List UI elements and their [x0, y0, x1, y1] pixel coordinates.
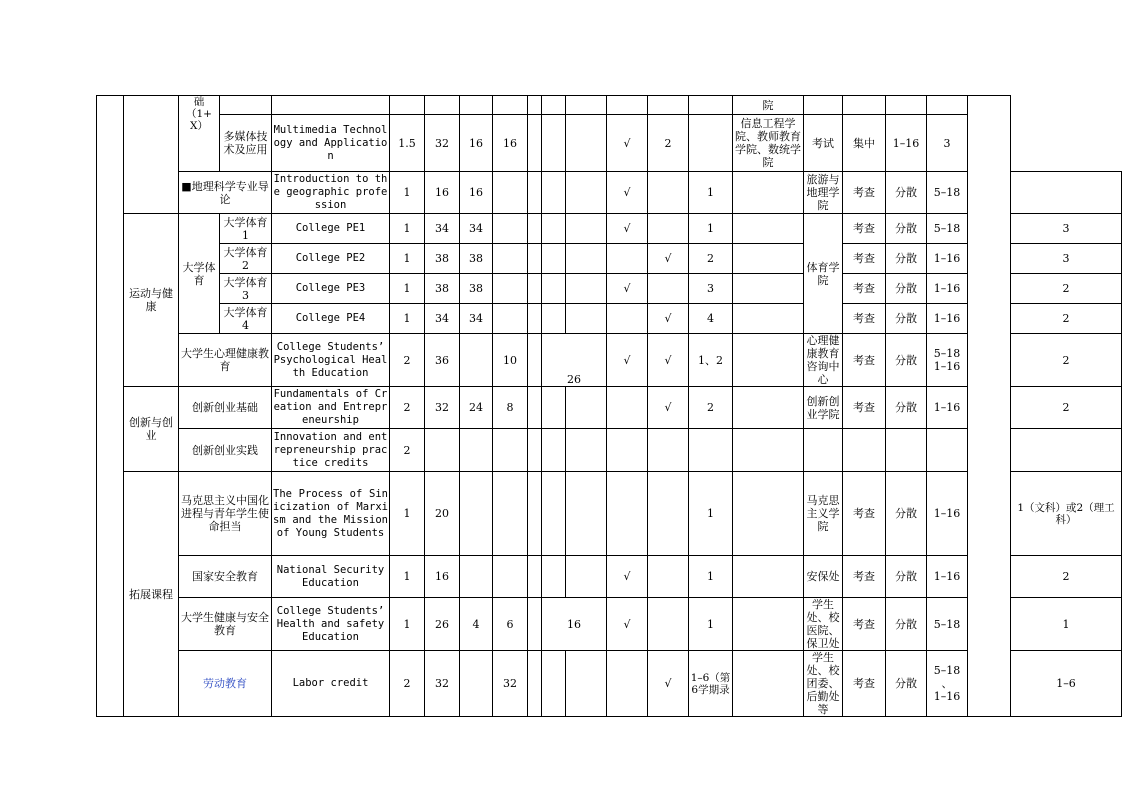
term-cell: 3	[689, 274, 733, 304]
course-name-cell: 大学体育 4	[220, 304, 272, 334]
term-cell: 1	[689, 172, 733, 214]
english-name-cell: College PE1	[272, 214, 390, 244]
term-cell: 1、2	[689, 334, 733, 387]
lecture-hours-cell: 38	[460, 244, 493, 274]
dept-cell: 安保处	[804, 556, 843, 598]
course-group-cell: 大学体育	[179, 214, 220, 334]
term-cell: 1	[689, 598, 733, 651]
assess-cell: 考查	[843, 472, 886, 556]
mode-cell: 分散	[886, 556, 927, 598]
course-name-cell: 大学体育 1	[220, 214, 272, 244]
table-row	[97, 96, 1122, 115]
check-cell: √	[607, 598, 648, 651]
credits-cell: 2	[390, 334, 425, 387]
weeks-cell: 1–16	[927, 274, 968, 304]
english-name-cell: Innovation and entrepreneurship practice credits	[272, 429, 390, 472]
mode-cell: 分散	[886, 651, 927, 717]
practice-hours-cell: 8	[493, 387, 528, 429]
credits-cell: 1	[390, 172, 425, 214]
check-cell: √	[648, 334, 689, 387]
credits-cell: 1	[390, 598, 425, 651]
weekly-hours-cell: 2	[1011, 334, 1122, 387]
mode-cell: 分散	[886, 304, 927, 334]
mode-cell: 分散	[886, 472, 927, 556]
course-group-cell: 础 （1+ X）	[179, 96, 220, 172]
dept-cell: 院	[733, 96, 804, 115]
english-name-cell: Labor credit	[272, 651, 390, 717]
weeks-cell: 1–16	[886, 115, 927, 172]
hours-cell: 20	[425, 472, 460, 556]
weeks-cell: 5–18 1–16	[927, 334, 968, 387]
weeks-cell: 5–18	[927, 172, 968, 214]
category-cell: 运动与健康	[124, 214, 179, 387]
lecture-hours-cell: 16	[460, 115, 493, 172]
term-cell: 1	[689, 214, 733, 244]
check-cell: √	[648, 651, 689, 717]
lecture-hours-cell: 4	[460, 598, 493, 651]
term-cell: 1	[689, 556, 733, 598]
check-cell: √	[607, 556, 648, 598]
course-name-cell: 国家安全教育	[179, 556, 272, 598]
hours-cell: 32	[425, 651, 460, 717]
check-cell	[648, 274, 689, 304]
dept-cell: 学生处、校医院、保卫处	[804, 598, 843, 651]
hours-cell: 32	[425, 387, 460, 429]
mode-cell: 集中	[843, 115, 886, 172]
check-cell: √	[607, 274, 648, 304]
credits-cell: 1	[390, 244, 425, 274]
course-name-cell: 大学生心理健康教育	[179, 334, 272, 387]
english-name-cell: College Students’ Health and safety Education	[272, 598, 390, 651]
assess-cell: 考查	[843, 556, 886, 598]
credits-cell: 2	[390, 651, 425, 717]
check-cell: √	[607, 334, 648, 387]
extra-hours-cell: 26	[542, 334, 607, 387]
weekly-hours-cell: 3	[1011, 244, 1122, 274]
category-cell: 创新与创业	[124, 387, 179, 472]
dept-cell: 马克思主义学院	[804, 472, 843, 556]
hours-cell: 26	[425, 598, 460, 651]
weeks-cell: 1–16	[927, 244, 968, 274]
check-cell: √	[607, 115, 648, 172]
assess-cell: 考查	[843, 651, 886, 717]
credits-cell: 1.5	[390, 115, 425, 172]
practice-hours-cell: 10	[493, 334, 528, 387]
mode-cell: 分散	[886, 214, 927, 244]
mode-cell: 分散	[886, 244, 927, 274]
lecture-hours-cell: 24	[460, 387, 493, 429]
mode-cell: 分散	[886, 387, 927, 429]
assess-cell: 考试	[804, 115, 843, 172]
english-name-cell: Introduction to the geographic profession	[272, 172, 390, 214]
category-cell: 拓展课程	[124, 472, 179, 717]
mode-cell: 分散	[886, 274, 927, 304]
weekly-hours-cell: 1–6	[1011, 651, 1122, 717]
dept-cell: 信息工程学院、教师教育学院、数统学院	[733, 115, 804, 172]
practice-hours-cell: 32	[493, 651, 528, 717]
extra-hours-cell: 16	[542, 598, 607, 651]
term-cell: 2	[689, 244, 733, 274]
course-name-cell: 创新创业实践	[179, 429, 272, 472]
term-cell: 1–6（第6学期录	[689, 651, 733, 717]
term-cell: 4	[689, 304, 733, 334]
weekly-hours-cell: 1（文科）或2（理工科）	[1011, 472, 1122, 556]
right-margin-cell	[968, 96, 1011, 717]
weeks-cell: 1–16	[927, 556, 968, 598]
term-cell: 1	[689, 472, 733, 556]
outer-margin-cell	[97, 96, 124, 717]
weekly-hours-cell: 3	[927, 115, 968, 172]
assess-cell: 考查	[843, 214, 886, 244]
english-name-cell: Fundamentals of Creation and Entrepreneurship	[272, 387, 390, 429]
course-plan-table	[96, 95, 1122, 717]
course-name-cell: 大学体育 3	[220, 274, 272, 304]
credits-cell: 1	[390, 214, 425, 244]
check-cell: √	[648, 304, 689, 334]
credits-cell: 1	[390, 472, 425, 556]
hours-cell: 34	[425, 304, 460, 334]
dept-cell: 旅游与地理学院	[804, 172, 843, 214]
hours-cell: 36	[425, 334, 460, 387]
weekly-hours-cell: 3	[1011, 214, 1122, 244]
assess-cell: 考查	[843, 598, 886, 651]
course-name-cell: 创新创业基础	[179, 387, 272, 429]
check-cell: √	[607, 214, 648, 244]
category-cell-empty	[124, 96, 179, 214]
course-name-cell: 马克思主义中国化进程与青年学生使命担当	[179, 472, 272, 556]
english-name-cell: College PE4	[272, 304, 390, 334]
english-name-cell: College PE3	[272, 274, 390, 304]
check-cell: √	[648, 244, 689, 274]
lecture-hours-cell: 34	[460, 304, 493, 334]
credits-cell: 1	[390, 556, 425, 598]
hours-cell: 32	[425, 115, 460, 172]
weeks-cell: 5–18	[927, 214, 968, 244]
weeks-cell: 1–16	[927, 387, 968, 429]
check-cell: √	[607, 172, 648, 214]
dept-cell: 体育学院	[804, 214, 843, 334]
check-cell	[607, 244, 648, 274]
term-cell: 2	[648, 115, 689, 172]
hours-cell: 34	[425, 214, 460, 244]
credits-cell: 1	[390, 304, 425, 334]
practice-hours-cell: 16	[493, 115, 528, 172]
check-cell	[648, 214, 689, 244]
english-name-cell: The Process of Sinicization of Marxism and the Mission of Young Students	[272, 472, 390, 556]
course-name-cell: 多媒体技术及应用	[220, 115, 272, 172]
hours-cell: 38	[425, 274, 460, 304]
hours-cell: 38	[425, 244, 460, 274]
course-name-cell: 大学体育 2	[220, 244, 272, 274]
lecture-hours-cell: 38	[460, 274, 493, 304]
assess-cell: 考查	[843, 244, 886, 274]
practice-hours-cell: 6	[493, 598, 528, 651]
dept-cell: 心理健康教育咨询中心	[804, 334, 843, 387]
weeks-cell: 5–18 、 1–16	[927, 651, 968, 717]
weekly-hours-cell: 2	[1011, 274, 1122, 304]
assess-cell: 考查	[843, 274, 886, 304]
hours-cell: 16	[425, 172, 460, 214]
check-cell	[607, 304, 648, 334]
lecture-hours-cell: 34	[460, 214, 493, 244]
mode-cell: 分散	[886, 598, 927, 651]
credits-cell: 2	[390, 387, 425, 429]
lecture-hours-cell: 16	[460, 172, 493, 214]
weekly-hours-cell	[1011, 172, 1122, 214]
assess-cell: 考查	[843, 334, 886, 387]
course-name-cell: ■地理科学专业导论	[179, 172, 272, 214]
weeks-cell: 1–16	[927, 304, 968, 334]
hours-cell: 16	[425, 556, 460, 598]
assess-cell: 考查	[843, 172, 886, 214]
assess-cell: 考查	[843, 304, 886, 334]
credits-cell: 2	[390, 429, 425, 472]
weeks-cell: 5–18	[927, 598, 968, 651]
weeks-cell: 1–16	[927, 472, 968, 556]
english-name-cell: College Students’ Psychological Health Education	[272, 334, 390, 387]
dept-cell: 学生处、校团委、后勤处等	[804, 651, 843, 717]
weekly-hours-cell: 2	[1011, 304, 1122, 334]
term-cell: 2	[689, 387, 733, 429]
check-cell: √	[648, 387, 689, 429]
english-name-cell: College PE2	[272, 244, 390, 274]
weekly-hours-cell: 1	[1011, 598, 1122, 651]
english-name-cell: Multimedia Technology and Application	[272, 115, 390, 172]
weekly-hours-cell: 2	[1011, 556, 1122, 598]
course-name-cell: 大学生健康与安全教育	[179, 598, 272, 651]
dept-cell: 创新创业学院	[804, 387, 843, 429]
mode-cell: 分散	[886, 334, 927, 387]
credits-cell: 1	[390, 274, 425, 304]
assess-cell: 考查	[843, 387, 886, 429]
mode-cell: 分散	[886, 172, 927, 214]
english-name-cell: National Security Education	[272, 556, 390, 598]
weekly-hours-cell: 2	[1011, 387, 1122, 429]
course-name-cell: 劳动教育	[179, 651, 272, 717]
